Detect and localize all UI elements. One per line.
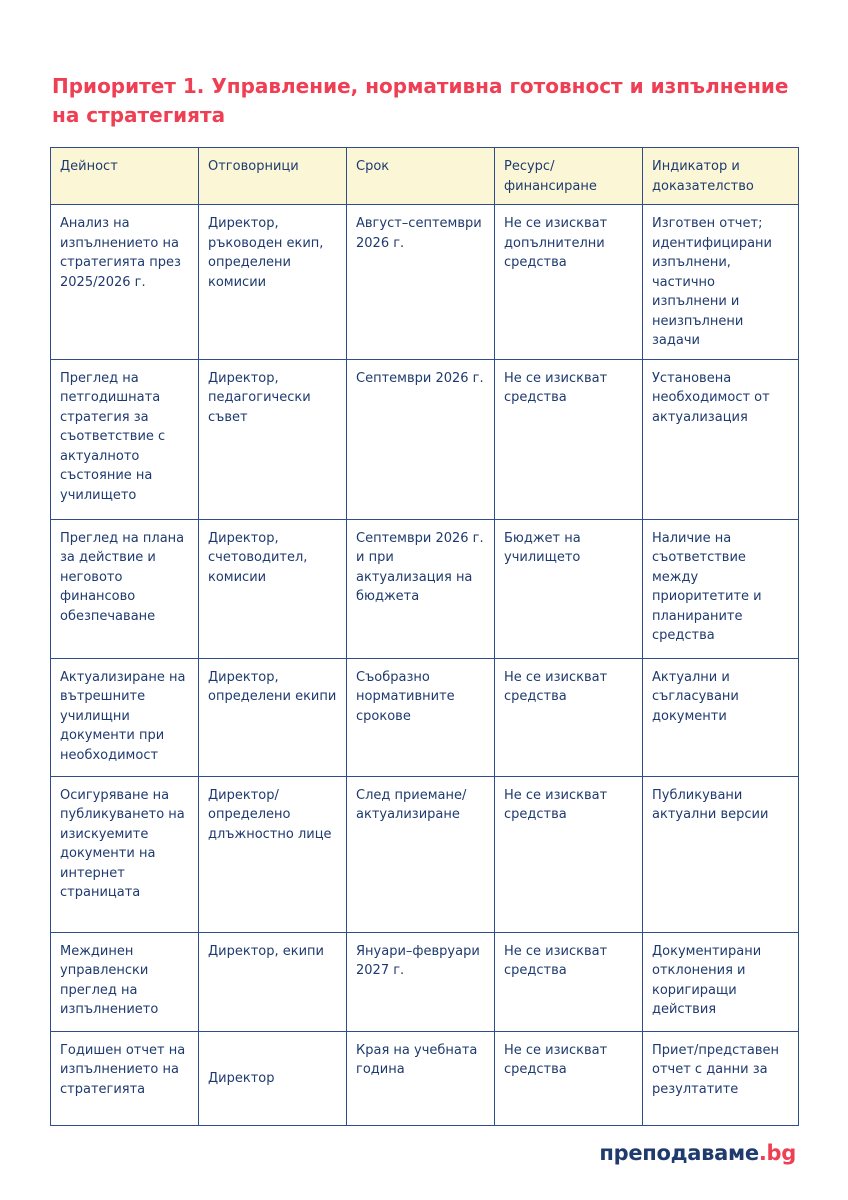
cell-responsible: Директор/ определено длъжностно лице <box>199 776 347 932</box>
action-plan-table <box>50 147 799 1126</box>
header-resource: Ресурс/ финансиране <box>495 148 643 205</box>
cell-indicator: Публикувани актуални версии <box>643 776 799 932</box>
header-indicator: Индикатор и доказателство <box>643 148 799 205</box>
cell-activity: Годишен отчет на изпълнението на стратегията <box>51 1031 199 1125</box>
table-row <box>51 1031 799 1125</box>
cell-responsible: Директор, педагогически съвет <box>199 359 347 519</box>
header-activity: Дейност <box>51 148 199 205</box>
cell-resource: Не се изискват средства <box>495 932 643 1031</box>
cell-responsible: Директор, определени екипи <box>199 658 347 776</box>
table-header-row <box>51 148 799 205</box>
cell-indicator: Документирани отклонения и коригиращи действия <box>643 932 799 1031</box>
logo-name: преподаваме <box>599 1141 759 1165</box>
cell-activity: Междинен управленски преглед на изпълнението <box>51 932 199 1031</box>
cell-deadline: Съобразно нормативните срокове <box>347 658 495 776</box>
cell-resource: Бюджет на училището <box>495 519 643 658</box>
cell-deadline: Септември 2026 г. и при актуализация на бюджета <box>347 519 495 658</box>
cell-responsible: Директор, ръководен екип, определени комисии <box>199 205 347 360</box>
cell-resource: Не се изискват средства <box>495 776 643 932</box>
cell-responsible: Директор <box>199 1031 347 1125</box>
table-row <box>51 519 799 658</box>
table-row <box>51 658 799 776</box>
cell-indicator: Приет/представен отчет с данни за резултатите <box>643 1031 799 1125</box>
cell-deadline: Януари–февруари 2027 г. <box>347 932 495 1031</box>
cell-indicator: Установена необходимост от актуализация <box>643 359 799 519</box>
table-row <box>51 205 799 360</box>
logo-tld: .bg <box>758 1141 796 1165</box>
cell-resource: Не се изискват средства <box>495 658 643 776</box>
header-deadline: Срок <box>347 148 495 205</box>
brand-logo <box>599 1141 796 1165</box>
cell-responsible: Директор, екипи <box>199 932 347 1031</box>
cell-deadline: Септември 2026 г. <box>347 359 495 519</box>
cell-resource: Не се изискват средства <box>495 1031 643 1125</box>
cell-indicator: Актуални и съгласувани документи <box>643 658 799 776</box>
table-row <box>51 359 799 519</box>
table-row <box>51 776 799 932</box>
cell-activity: Преглед на плана за действие и неговото финансово обезпечаване <box>51 519 199 658</box>
cell-deadline: Края на учебната година <box>347 1031 495 1125</box>
cell-deadline: След приемане/ актуализиране <box>347 776 495 932</box>
cell-activity: Осигуряване на публикуването на изискуемите документи на интернет страницата <box>51 776 199 932</box>
page-title: Приоритет 1. Управление, нормативна готовност и изпълнение на стратегията <box>52 74 789 127</box>
cell-indicator: Наличие на съответствие между приоритетите и планираните средства <box>643 519 799 658</box>
cell-indicator: Изготвен отчет; идентифицирани изпълнени, частично изпълнени и неизпълнени задачи <box>643 205 799 360</box>
cell-deadline: Август–септември 2026 г. <box>347 205 495 360</box>
table-row <box>51 932 799 1031</box>
cell-activity: Преглед на петгодишната стратегия за съответствие с актуалното състояние на училището <box>51 359 199 519</box>
cell-resource: Не се изискват средства <box>495 359 643 519</box>
cell-activity: Анализ на изпълнението на стратегията през 2025/2026 г. <box>51 205 199 360</box>
cell-responsible: Директор, счетоводител, комисии <box>199 519 347 658</box>
cell-resource: Не се изискват допълнителни средства <box>495 205 643 360</box>
header-responsible: Отговорници <box>199 148 347 205</box>
cell-activity: Актуализиране на вътрешните училищни документи при необходимост <box>51 658 199 776</box>
